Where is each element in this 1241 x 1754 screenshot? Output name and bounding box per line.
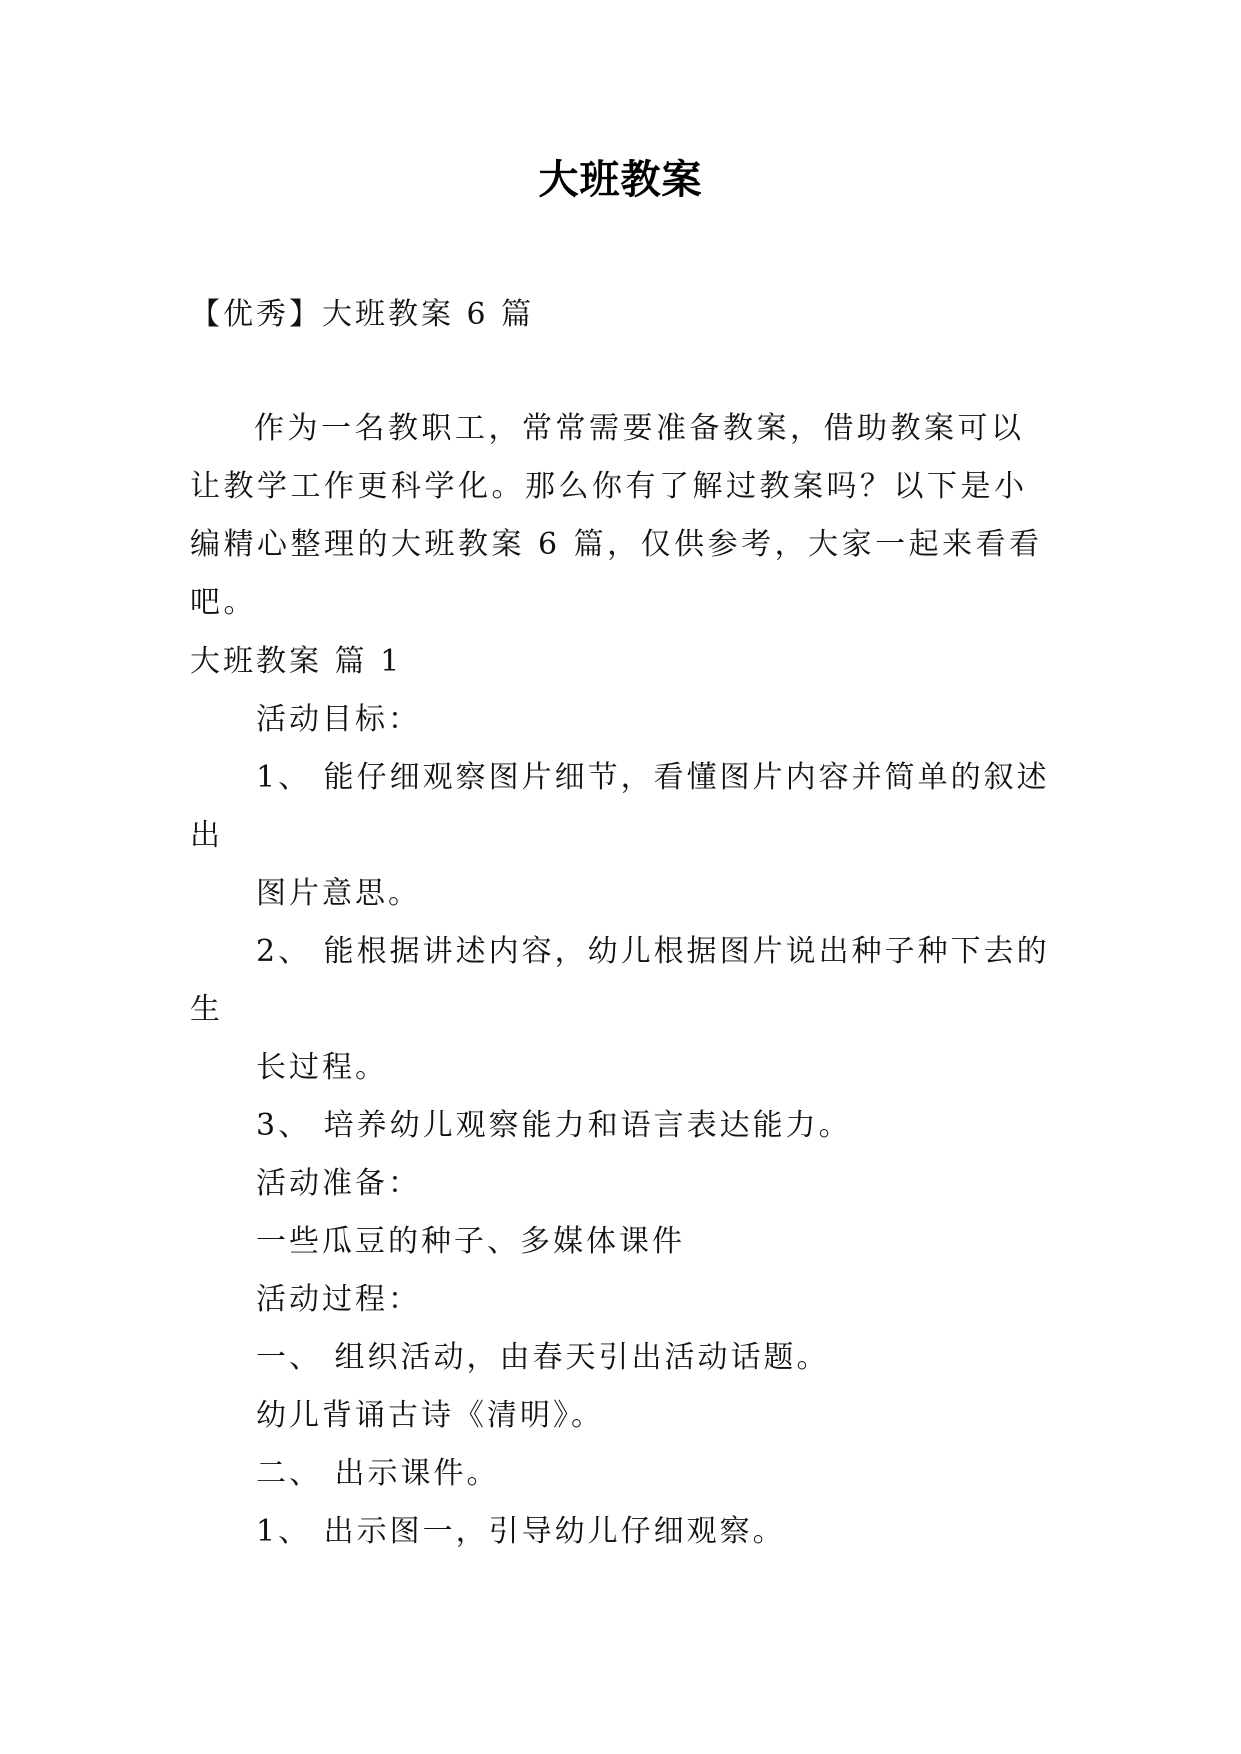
body-line: 活动过程： bbox=[256, 1282, 421, 1317]
body-line: 长过程。 bbox=[256, 1050, 388, 1085]
section-heading: 大班教案 篇 1 bbox=[190, 644, 403, 679]
body-line: 图片意思。 bbox=[256, 876, 421, 911]
body-line: 一些瓜豆的种子、多媒体课件 bbox=[256, 1224, 685, 1259]
document-title: 大班教案 bbox=[538, 157, 703, 203]
body-line: 活动目标： bbox=[256, 702, 421, 737]
document-subtitle: 【优秀】大班教案 6 篇 bbox=[190, 297, 535, 332]
body-line: 2、 能根据讲述内容，幼儿根据图片说出种子种下去的 bbox=[256, 934, 1050, 969]
body-line: 1、 出示图一，引导幼儿仔细观察。 bbox=[256, 1514, 786, 1549]
body-line: 活动准备： bbox=[256, 1166, 421, 1201]
body-line: 3、 培养幼儿观察能力和语言表达能力。 bbox=[256, 1108, 852, 1143]
body-line: 二、 出示课件。 bbox=[256, 1456, 500, 1491]
body-line: 生 bbox=[190, 992, 223, 1027]
body-line: 幼儿背诵古诗《清明》。 bbox=[256, 1398, 604, 1433]
body-line: 一、 组织活动，由春天引出活动话题。 bbox=[256, 1340, 830, 1375]
intro-paragraph: 作为一名教职工，常常需要准备教案，借助教案可以让教学工作更科学化。那么你有了解过教案吗？以下是小编精心整理的大班教案 6 篇，仅供参考，大家一起来看看吧。 bbox=[190, 411, 1043, 620]
body-line: 1、 能仔细观察图片细节，看懂图片内容并简单的叙述 bbox=[256, 760, 1050, 795]
body-line: 出 bbox=[190, 818, 223, 853]
